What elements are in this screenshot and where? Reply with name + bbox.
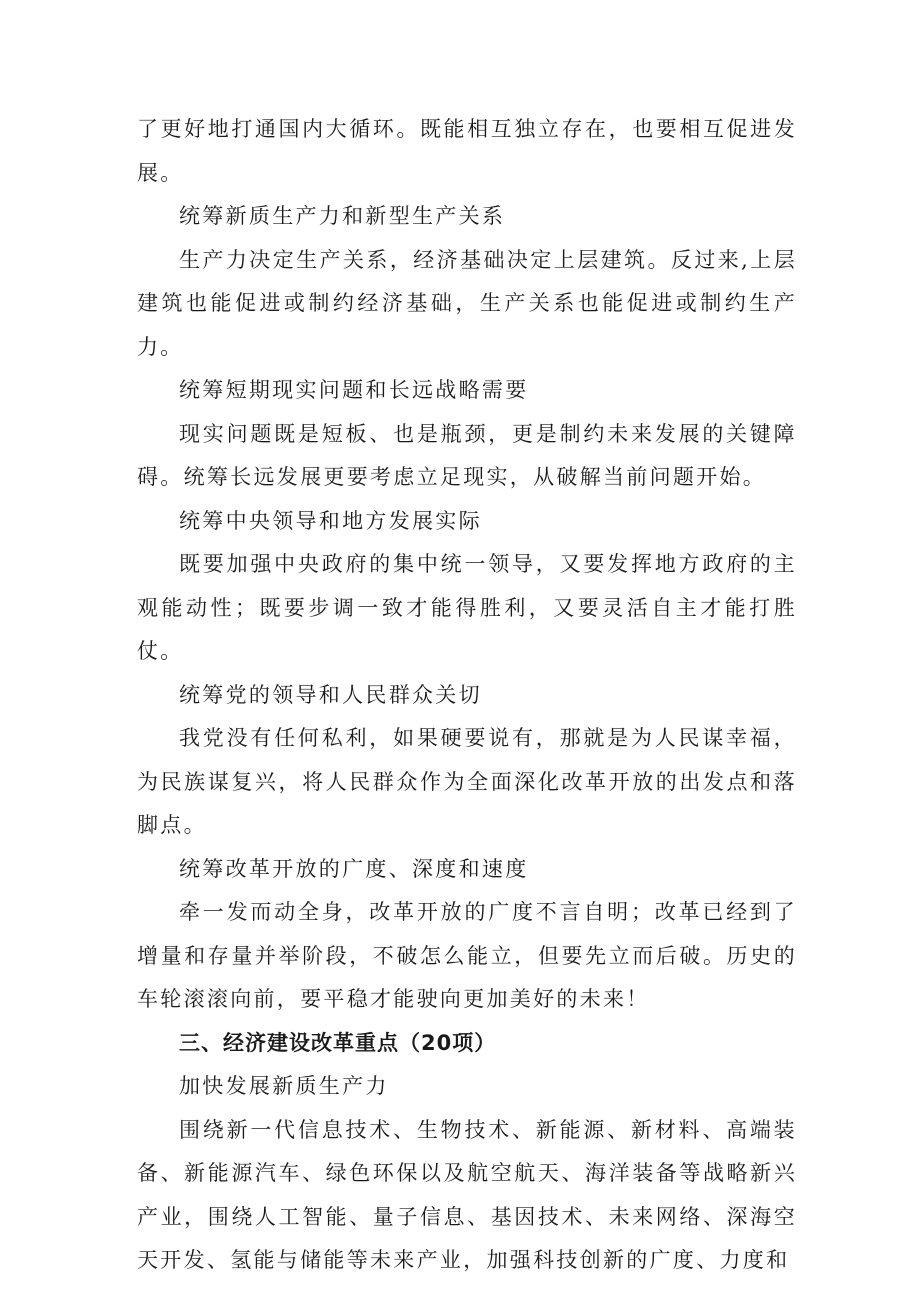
- subheading-central-local: 统筹中央领导和地方发展实际: [179, 508, 482, 533]
- paragraph-accelerate-productivity: 围绕新一代信息技术、生物技术、新能源、新材料、高端装备、新能源汽车、绿色环保以及航空航天、海洋装备等战略新兴产业，围绕人工智能、量子信息、基因技术、未来网络、深海空天开发、氢能与储能等未来产业，加强科技创新的广度、力度和: [137, 1117, 797, 1272]
- subheading-reform-breadth: 统筹改革开放的广度、深度和速度: [179, 856, 529, 881]
- subheading-short-long-term: 统筹短期现实问题和长远战略需要: [179, 378, 529, 402]
- section-title: 三、经济建设改革重点（20项）: [179, 1030, 497, 1055]
- paragraph-continuation: 了更好地打通国内大循环。既能相互独立存在，也要相互促进发展。: [137, 117, 797, 185]
- subheading-accelerate-productivity: 加快发展新质生产力: [179, 1074, 389, 1098]
- paragraph-central-local: 既要加强中央政府的集中统一领导，又要发挥地方政府的主观能动性；既要步调一致才能得胜利，又要灵活自主才能打胜仗。: [137, 552, 797, 663]
- paragraph-productivity: 生产力决定生产关系，经济基础决定上层建筑。反过来,上层建筑也能促进或制约经济基础，生产关系也能促进或制约生产力。: [137, 247, 797, 359]
- paragraph-short-long-term: 现实问题既是短板、也是瓶颈，更是制约未来发展的关键障碍。统筹长远发展更要考虑立足现实，从破解当前问题开始。: [137, 421, 797, 489]
- document-body: [137, 108, 797, 1283]
- subheading-new-productivity: 统筹新质生产力和新型生产关系: [179, 204, 506, 228]
- subheading-party-people: 统筹党的领导和人民群众关切: [179, 682, 482, 707]
- paragraph-reform-breadth: 牵一发而动全身，改革开放的广度不言自明；改革已经到了增量和存量并举阶段，不破怎么能立，但要先立而后破。历史的车轮滚滚向前，要平稳才能驶向更加美好的未来！: [137, 900, 797, 1011]
- paragraph-party-people: 我党没有任何私利，如果硬要说有，那就是为人民谋幸福，为民族谋复兴，将人民群众作为全面深化改革开放的出发点和落脚点。: [137, 726, 797, 837]
